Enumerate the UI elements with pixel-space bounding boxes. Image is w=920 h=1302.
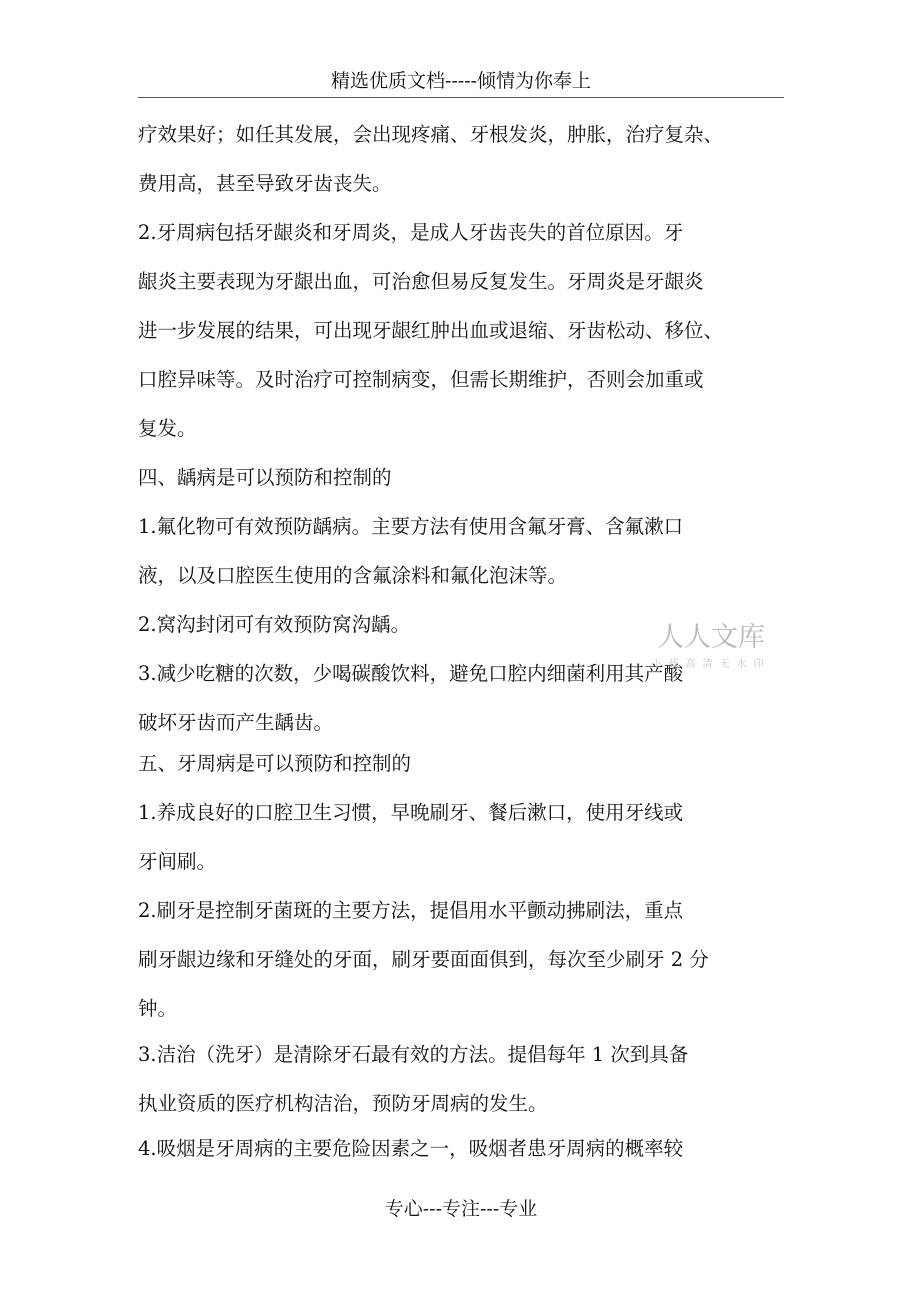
text-line: 费用高，甚至导致牙齿丧失。 <box>138 172 392 195</box>
text-line: 3.减少吃糖的次数，少喝碳酸饮料，避免口腔内细菌利用其产酸 <box>138 662 684 685</box>
paragraph <box>138 502 784 600</box>
paragraph <box>138 788 784 886</box>
text-line: 2.窝沟封闭可有效预防窝沟龋。 <box>138 613 411 636</box>
text-line: 2.牙周病包括牙龈炎和牙周炎，是成人牙齿丧失的首位原因。牙 <box>138 221 684 244</box>
text-line: 1.氟化物可有效预防龋病。主要方法有使用含氟牙膏、含氟漱口 <box>138 515 684 538</box>
text-line: 龈炎主要表现为牙龈出血，可治愈但易反复发生。牙周炎是牙龈炎 <box>138 270 704 293</box>
section-heading <box>138 739 784 788</box>
text-line: 刷牙龈边缘和牙缝处的牙面，刷牙要面面俱到，每次至少刷牙 2 分 <box>138 948 709 971</box>
text-line: 疗效果好；如任其发展，会出现疼痛、牙根发炎，肿胀，治疗复杂、 <box>138 123 724 146</box>
text-line: 破坏牙齿而产生龋齿。 <box>138 711 334 734</box>
text-line: 牙间刷。 <box>138 850 217 873</box>
text-line: 执业资质的医疗机构洁治，预防牙周病的发生。 <box>138 1092 548 1115</box>
text-line: 进一步发展的结果，可出现牙龈红肿出血或退缩、牙齿松动、移位、 <box>138 319 724 342</box>
paragraph <box>138 208 784 453</box>
heading-text: 四、龋病是可以预防和控制的 <box>138 466 392 489</box>
header-divider <box>138 97 784 98</box>
paragraph <box>138 886 784 1033</box>
paragraph <box>138 1030 784 1128</box>
text-line: 1.养成良好的口腔卫生习惯，早晚刷牙、餐后漱口，使用牙线或 <box>138 801 684 824</box>
paragraph <box>138 110 784 208</box>
text-line: 3.洁治（洗牙）是清除牙石最有效的方法。提倡每年 1 次到具备 <box>138 1043 689 1066</box>
watermark-title: 人人文库 <box>657 622 765 653</box>
text-line: 4.吸烟是牙周病的主要危险因素之一，吸烟者患牙周病的概率较 <box>138 1137 684 1160</box>
watermark <box>648 618 774 682</box>
page-footer: 专心---专注---专业 <box>384 1198 538 1220</box>
text-line: 钟。 <box>138 997 178 1020</box>
section-heading <box>138 453 784 502</box>
paragraph <box>138 1124 784 1173</box>
page-header: 精选优质文档-----倾情为你奉上 <box>330 70 592 92</box>
text-line: 口腔异味等。及时治疗可控制病变，但需长期维护，否则会加重或 <box>138 368 704 391</box>
watermark-subtitle: 下载高清无水印 <box>651 659 771 670</box>
text-line: 复发。 <box>138 417 197 440</box>
text-line: 2.刷牙是控制牙菌斑的主要方法，提倡用水平颤动拂刷法，重点 <box>138 899 684 922</box>
heading-text: 五、牙周病是可以预防和控制的 <box>138 752 412 775</box>
text-line: 液，以及口腔医生使用的含氟涂料和氟化泡沫等。 <box>138 564 568 587</box>
